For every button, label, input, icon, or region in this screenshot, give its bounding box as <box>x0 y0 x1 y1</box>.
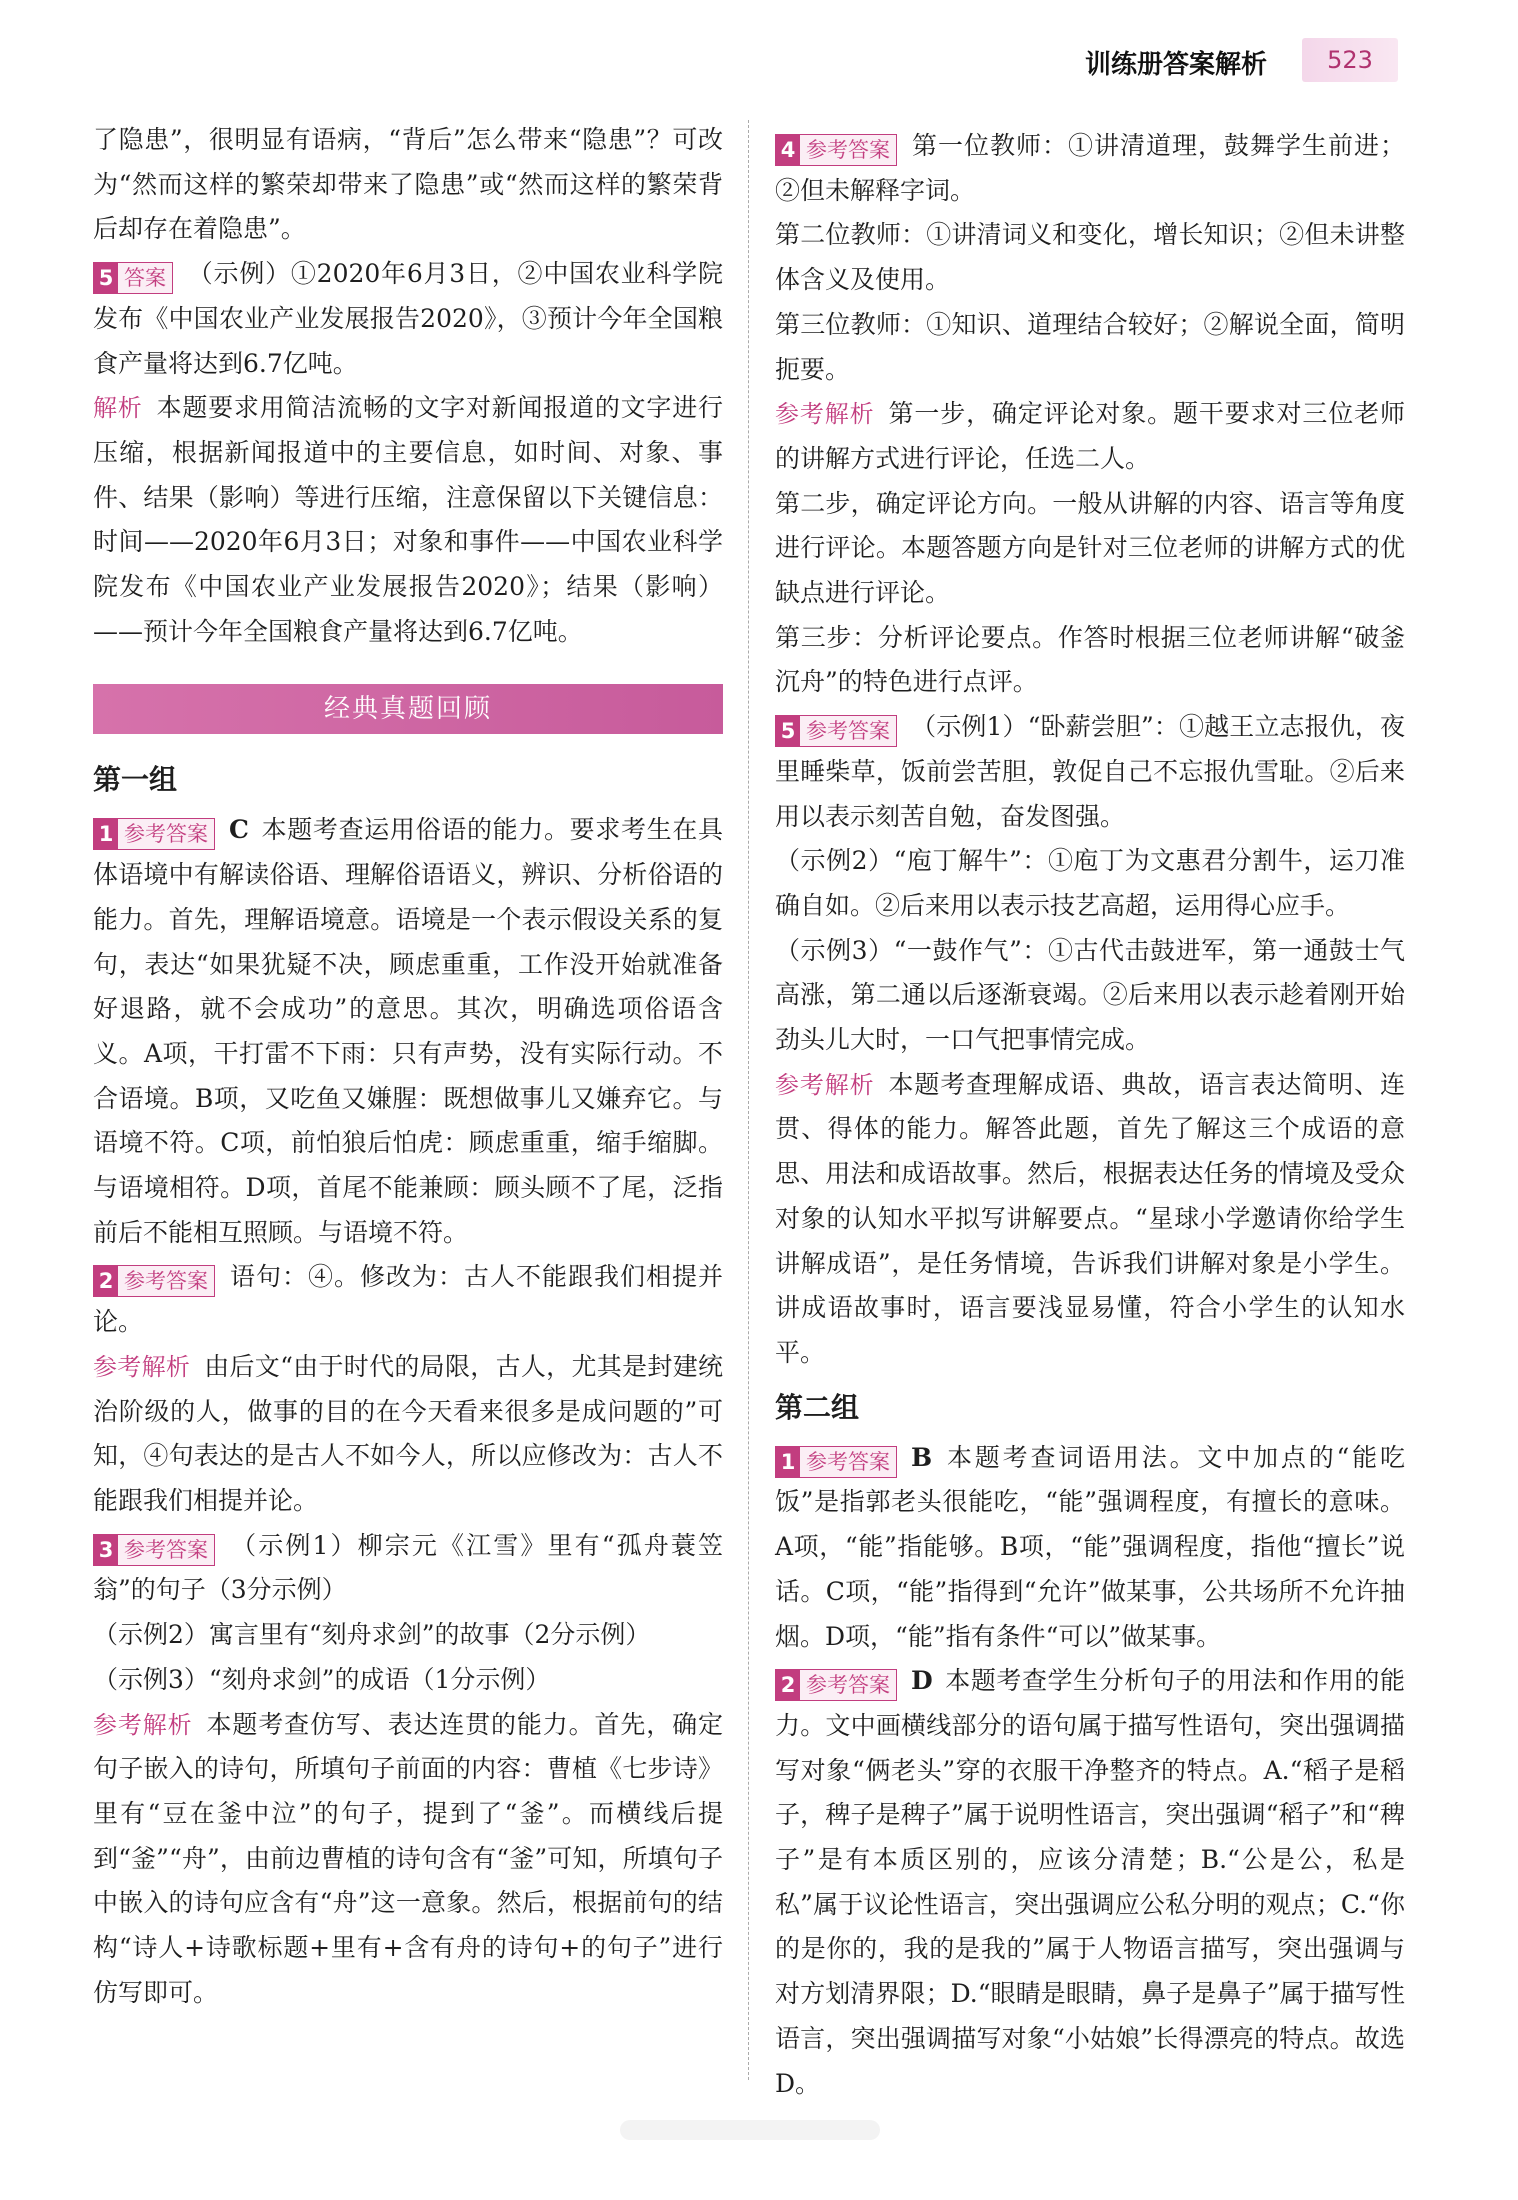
answer-block <box>93 1255 723 1344</box>
paragraph: 第二步，确定评论方向。一般从讲解的内容、语言等角度进行评论。本题答题方向是针对三位老师的讲解方式的优缺点进行评论。 <box>775 488 1405 608</box>
answer-badge: 5 答案 <box>93 262 173 294</box>
answer-text: 本题考查学生分析句子的用法和作用的能力。文中画横线部分的语句属于描写性语句，突出强调描写对象“俩老头”穿的衣服干净整齐的特点。A.“稻子是稻子，稗子是稗子”属于说明性语言，突出强调“稻子”和“稗子”是有本质区别的，应该分清楚；B.“公是公，私是私”属于议论性语言，突出强调应公私分明的观点；C.“你的是你的，我的是我的”属于人物语言描写，突出强调与对方划清界限；D.“眼睛是眼睛，鼻子是鼻子”属于描写性语言，突出强调描写对象“小姑娘”长得漂亮的特点。故选D。 <box>775 1666 1405 2098</box>
answer-badge: 2 参考答案 <box>93 1265 215 1297</box>
analysis-block <box>775 392 1405 481</box>
answer-block <box>775 705 1405 839</box>
answer-block <box>93 808 723 1255</box>
analysis-label: 参考解析 <box>93 1352 191 1381</box>
example-line: （示例2）寓言里有“刻舟求剑”的故事（2分示例） <box>93 1620 651 1650</box>
answer-badge: 4 参考答案 <box>775 134 897 166</box>
answer-choice: C <box>229 815 249 845</box>
answer-text: 本题考查词语用法。文中加点的“能吃饭”是指郭老头很能吃，“能”强调程度，有擅长的意味。A项，“能”指能够。B项，“能”强调程度，指他“擅长”说话。C项，“能”指得到“允许”做某事，公共场所不允许抽烟。D项，“能”指有条件“可以”做某事。 <box>775 1442 1405 1651</box>
footer-decoration <box>620 2120 880 2140</box>
answer-choice: B <box>911 1442 933 1472</box>
answer-choice: D <box>911 1666 933 1696</box>
answer-badge: 5 参考答案 <box>775 715 897 747</box>
analysis-text: 本题要求用简洁流畅的文字对新闻报道的文字进行压缩，根据新闻报道中的主要信息，如时间、对象、事件、结果（影响）等进行压缩，注意保留以下关键信息：时间——2020年6月3日；对象和事件——中国农业科学院发布《中国农业产业发展报告2020》；结果（影响）——预计今年全国粮食产量将达到6.7亿吨。 <box>93 393 724 646</box>
group-title: 第一组 <box>93 763 178 797</box>
answer-text: 本题考查运用俗语的能力。要求考生在具体语境中有解读俗语、理解俗语语义，辨识、分析俗语的能力。首先，理解语境意。语境是一个表示假设关系的复句，表达“如果犹疑不决，顾虑重重，工作没开始就准备好退路，就不会成功”的意思。其次，明确选项俗语含义。A项，干打雷不下雨：只有声势，没有实际行动。不合语境。B项，又吃鱼又嫌腥：既想做事儿又嫌弃它。与语境不符。C项，前怕狼后怕虎：顾虑重重，缩手缩脚。与语境相符。D项，首尾不能兼顾：顾头顾不了尾，泛指前后不能相互照顾。与语境不符。 <box>93 815 723 1247</box>
analysis-text: 本题考查仿写、表达连贯的能力。首先，确定句子嵌入的诗句，所填句子前面的内容：曹植《七步诗》里有“豆在釜中泣”的句子，提到了“釜”。而横线后提到“釜”“舟”，由前边曹植的诗句含有“釜”可知，所填句子中嵌入的诗句应含有“舟”这一意象。然后，根据前句的结构“诗人+诗歌标题+里有+含有舟的诗句+的句子”进行仿写即可。 <box>93 1709 723 2007</box>
group-title: 第二组 <box>775 1390 860 1424</box>
answer-block <box>93 252 723 386</box>
analysis-label: 参考解析 <box>775 1070 875 1099</box>
paragraph: 第三步：分析评论要点。作答时根据三位老师讲解“破釜沉舟”的特色进行点评。 <box>775 622 1405 697</box>
analysis-text: 由后文“由于时代的局限，古人，尤其是封建统治阶级的人，做事的目的在今天看来很多是成问题的”可知，④句表达的是古人不如今人，所以应修改为：古人不能跟我们相提并论。 <box>93 1351 723 1515</box>
paragraph: 第二位教师：①讲清词义和变化，增长知识；②但未讲整体含义及使用。 <box>775 220 1405 295</box>
paragraph: 第三位教师：①知识、道理结合较好；②解说全面，简明扼要。 <box>775 309 1405 384</box>
section-banner: 经典真题回顾 <box>93 684 723 734</box>
analysis-block <box>93 1703 723 2016</box>
answer-text: （示例1）“卧薪尝胆”：①越王立志报仇，夜里睡柴草，饭前尝苦胆，敦促自己不忘报仇雪耻。②后来用以表示刻苦自勉，奋发图强。 <box>775 712 1405 831</box>
answer-block <box>93 1524 723 1613</box>
answer-block <box>775 124 1405 213</box>
answer-badge: 3 参考答案 <box>93 1534 215 1566</box>
column-divider <box>748 120 749 2080</box>
analysis-block <box>93 386 723 654</box>
example-line: （示例3）“刻舟求剑”的成语（1分示例） <box>93 1664 551 1694</box>
left-column <box>93 118 723 2015</box>
answer-badge: 1 参考答案 <box>775 1446 897 1478</box>
analysis-block <box>775 1063 1405 1376</box>
answer-block <box>775 1436 1405 1660</box>
analysis-label: 参考解析 <box>775 400 875 429</box>
answer-badge: 1 参考答案 <box>93 818 215 850</box>
analysis-block <box>93 1345 723 1524</box>
right-column <box>775 124 1405 2106</box>
header-title: 训练册答案解析 <box>1085 50 1268 80</box>
analysis-text: 本题考查理解成语、典故，语言表达简明、连贯、得体的能力。解答此题，首先了解这三个成语的意思、用法和成语故事。然后，根据表达任务的情境及受众对象的认知水平拟写讲解要点。“星球小学邀请你给学生讲解成语”，是任务情境，告诉我们讲解对象是小学生。讲成语故事时，语言要浅显易懂，符合小学生的认知水平。 <box>775 1069 1405 1367</box>
example-line: （示例2）“庖丁解牛”：①庖丁为文惠君分割牛，运刀准确自如。②后来用以表示技艺高超，运用得心应手。 <box>775 846 1405 920</box>
example-line: （示例3）“一鼓作气”：①古代击鼓进军，第一通鼓士气高涨，第二通以后逐渐衰竭。②后来用以表示趁着刚开始劲头儿大时，一口气把事情完成。 <box>775 935 1405 1055</box>
analysis-label: 参考解析 <box>93 1710 193 1739</box>
analysis-text: 第一步，确定评论对象。题干要求对三位老师的讲解方式进行评论，任选二人。 <box>775 399 1405 473</box>
analysis-label: 解析 <box>93 394 143 423</box>
answer-badge: 2 参考答案 <box>775 1669 897 1701</box>
paragraph: 了隐患”，很明显有语病，“背后”怎么带来“隐患”？可改为“然而这样的繁荣却带来了隐患”或“然而这样的繁荣背后却存在着隐患”。 <box>93 125 723 244</box>
answer-text: （示例）①2020年6月3日，②中国农业科学院发布《中国农业产业发展报告2020》，③预计今年全国粮食产量将达到6.7亿吨。 <box>93 259 723 378</box>
answer-text: 第一位教师：①讲清道理，鼓舞学生前进；②但未解释字词。 <box>775 131 1405 205</box>
answer-block <box>775 1659 1405 2106</box>
answer-text: （示例1）柳宗元《江雪》里有“孤舟蓑笠翁”的句子（3分示例） <box>93 1530 723 1605</box>
page-number: 523 <box>1302 38 1398 82</box>
answer-text: 语句：④。修改为：古人不能跟我们相提并论。 <box>93 1262 723 1337</box>
